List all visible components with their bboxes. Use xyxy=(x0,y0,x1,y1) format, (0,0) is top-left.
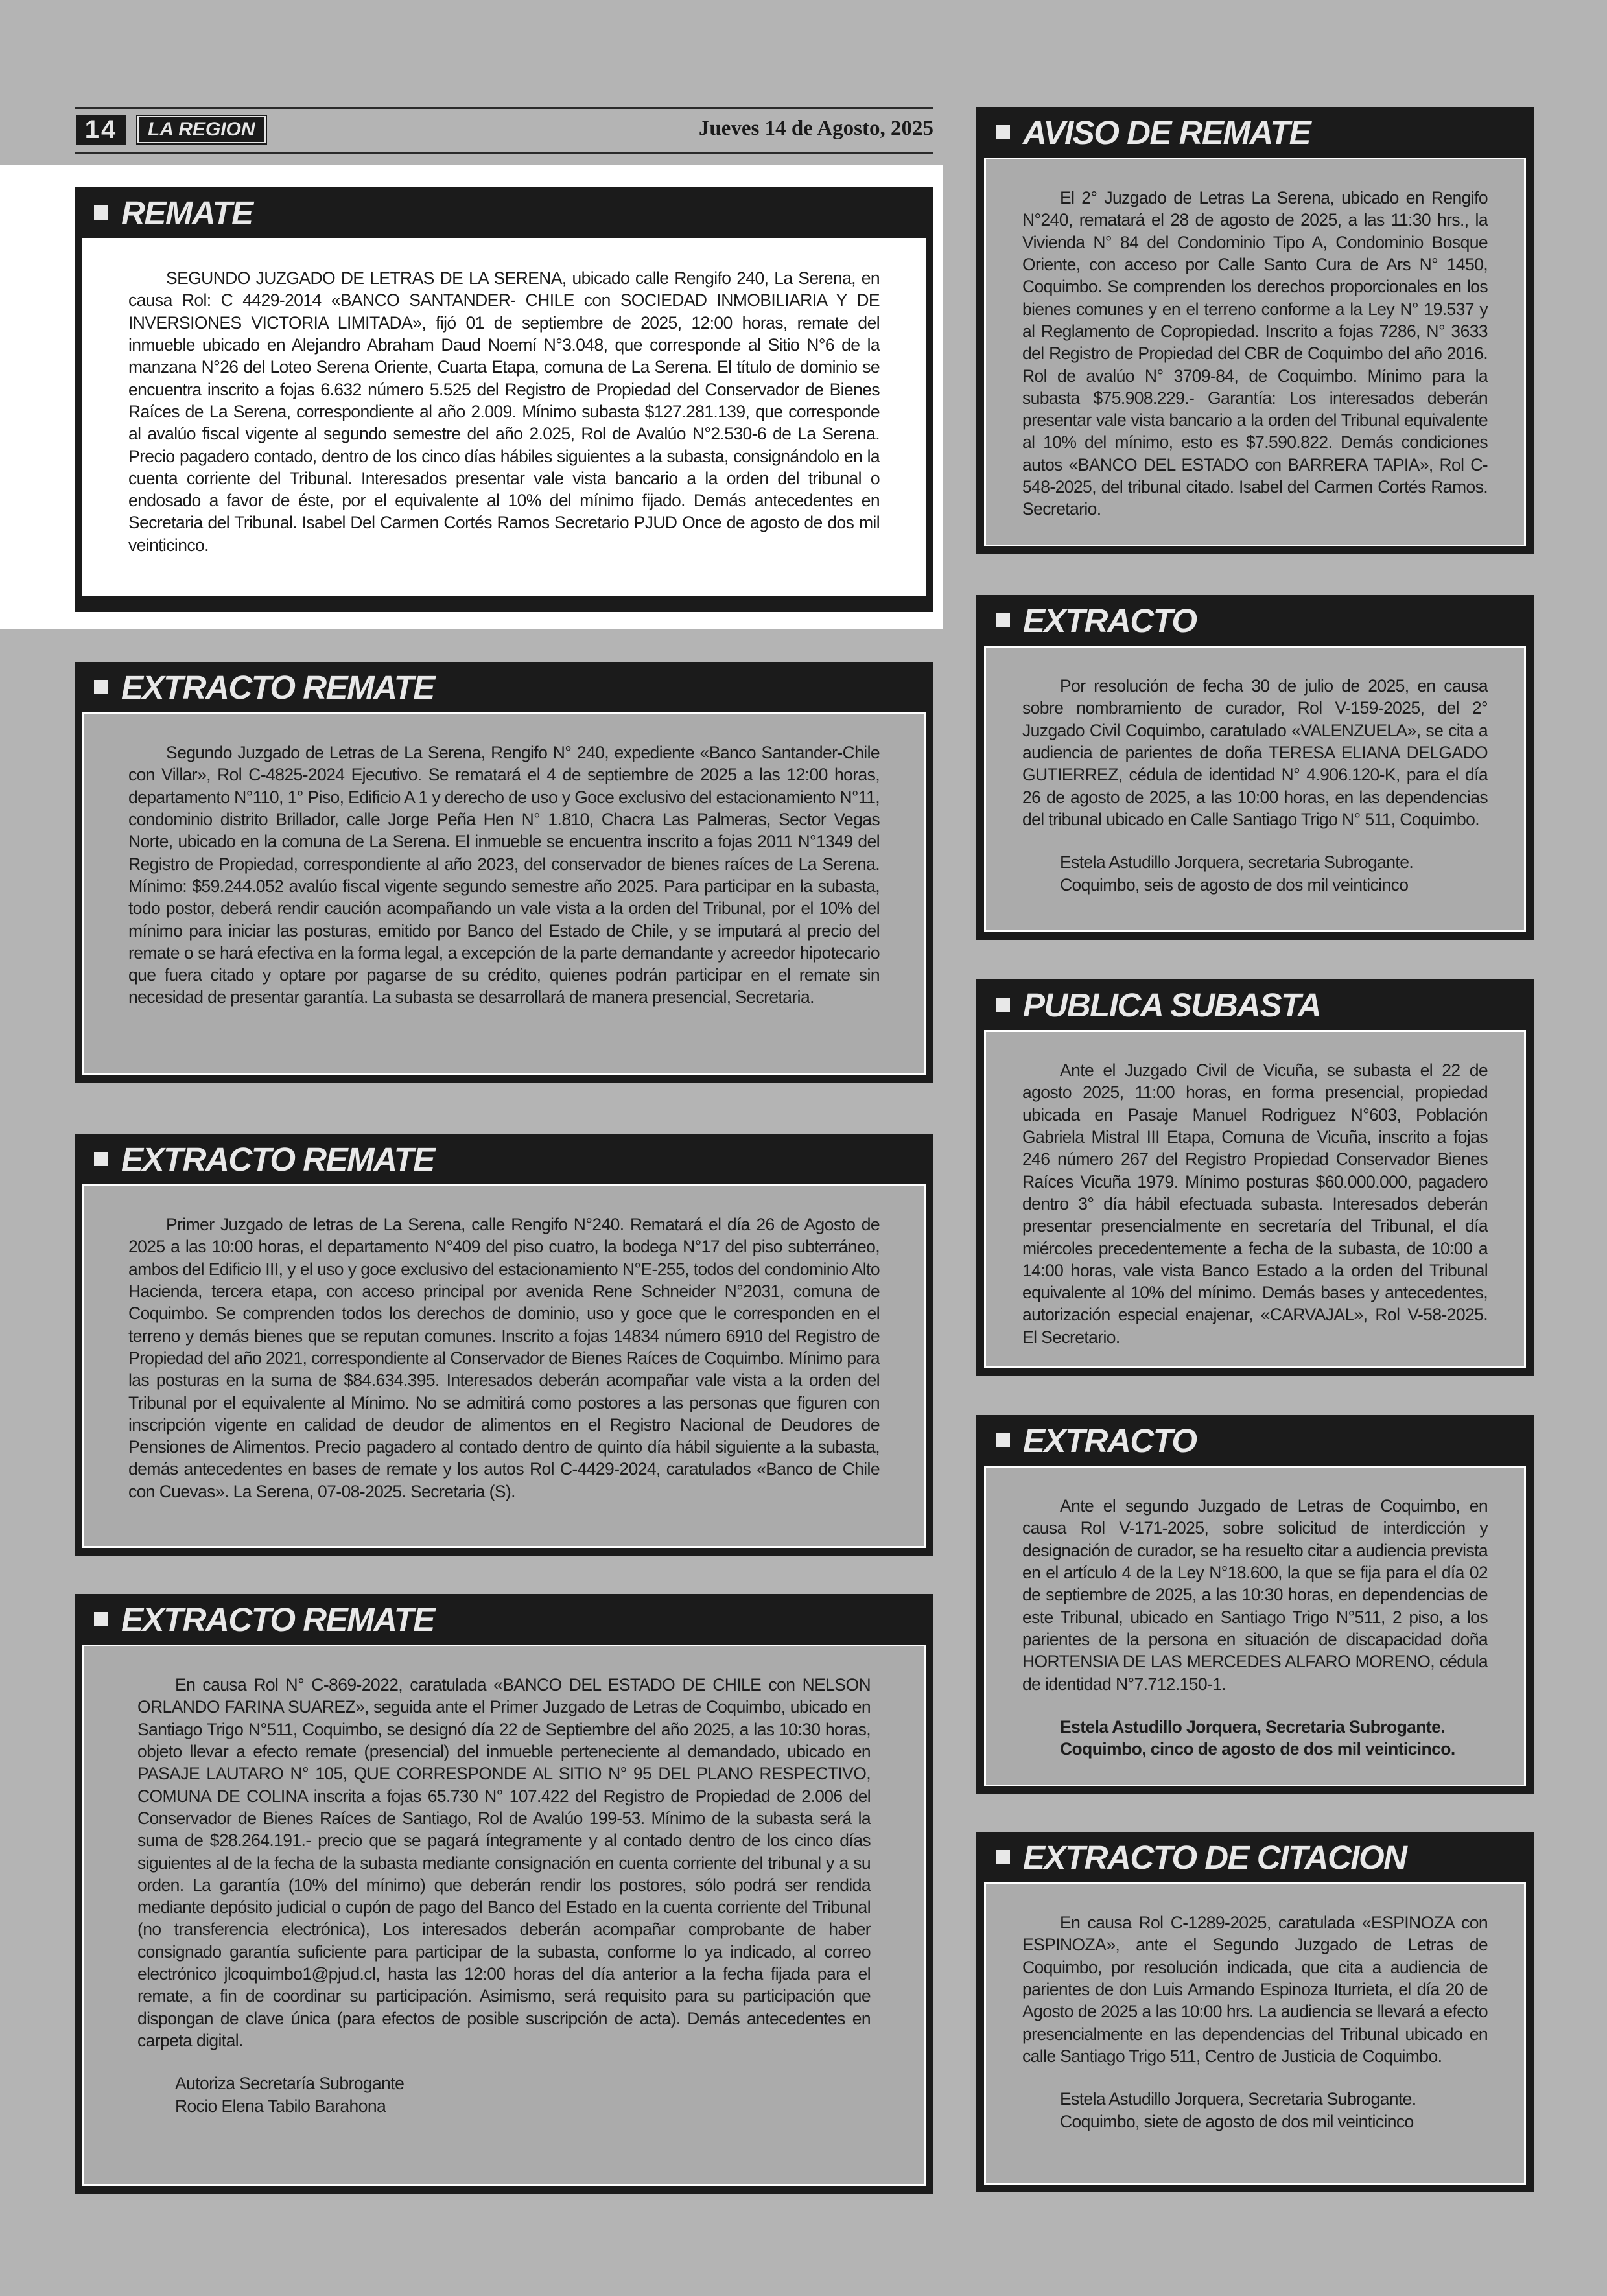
square-bullet-icon xyxy=(996,1433,1010,1447)
notice-text: En causa Rol N° C-869-2022, caratulada «BANCO DEL ESTADO DE CHILE con NELSON ORLANDO FARINA SUAREZ», seguida ante el Primer Juzgado de Letras de Coquimbo, ubicado en Santiago Trigo N°511, Coquimbo, se designó día 22 de Septiembre del año 2025, a las 10:30 horas, objeto llevar a efecto remate (presencial) del inmueble perteneciente al demandado, ubicado en PASAJE LAUTARO N° 105, QUE CORRESPONDE AL SITIO N° 95 DEL PLANO RESPECTIVO, COMUNA DE COLINA inscrita a fojas 65.730 N° 107.422 del Registro de Propiedad de 2.006 del Conservador de Bienes Raíces de Santiago, Rol de Avalúo 199-53. Mínimo de la subasta será la suma de $28.264.191.- precio que se pagará íntegramente y al contado dentro de los cinco días siguientes al de la fecha de la subasta mediante consignación en cuenta corriente del tribunal y a su orden. La garantía (10% del mínimo) que deberán rendir los postores, sólo podrá ser rendida mediante depósito judicial o cupón de pago del Banco del Estado en la cuenta corriente del Tribunal (no transferencia electrónica), Los interesados deberán acompañar comprobante de haber consignado garantía suficiente para participar de la subasta, conforme lo ya indicado, al correo electrónico jlcoquimbo1@pjud.cl, hasta las 12:00 horas del día anterior a la fecha fijada para el remate, a fin de coordinar su participación. Asimismo, será requisito para su participación que dispongan de clave única (para efectos de posible suscripción de acta). Demás antecedentes en carpeta digital. xyxy=(137,1675,871,2050)
notice-extracto-remate-1 xyxy=(75,662,933,1083)
notice-extracto-1 xyxy=(976,595,1534,940)
notice-text: El 2° Juzgado de Letras La Serena, ubicado en Rengifo N°240, rematará el 28 de agosto de 2025, a las 11:30 hrs., la Vivienda N° 84 del Condominio Tipo A, Condominio Bosque Oriente, con acceso por Calle Santo Cura de Ars N° 1450, Coquimbo. Se comprenden los derechos proporcionales en los bienes comunes y en el terreno conforme a la Ley N° 19.537 y al Reglamento de Copropiedad. Inscrito a fojas 7286, N° 3633 del Registro de Propiedad del CBR de Coquimbo del año 2016. Rol de avalúo N° 3709-84, de Coquimbo. Mínimo para la subasta $75.908.229.- Garantía: Los interesados deberán presentar vale vista bancario a la orden del Tribunal equivalente al 10% del mínimo, esto es $7.590.822. Demás condiciones autos «BANCO DEL ESTADO con BARRERA TAPIA», Rol C-548-2025, del tribunal citado. Isabel del Carmen Cortés Ramos. Secretario. xyxy=(1022,188,1488,519)
newspaper-logo: LA REGION xyxy=(137,116,266,143)
notice-text: Ante el Juzgado Civil de Vicuña, se subasta el 22 de agosto 2025, 11:00 horas, en forma presencial, propiedad ubicada en Pasaje Manuel Rodriguez N°603, Población Gabriela Mistral III Etapa, Comuna de Vicuña, inscrito a fojas 246 número 267 del Registro Propiedad Conservador Bienes Raíces Vicuña 1979. Mínimo posturas $60.000.000, pagadero dentro 3° día hábil efectuada subasta. Interesados deberán presentar presencialmente en secretaría del Tribunal, el día miércoles precedentemente a fecha de la subasta, de 10:00 a 14:00 horas, vale vista Banco Estado a la orden del Tribunal equivalente al 10% del mínimo. Demás bases y antecedentes, autorización especial enajenar, «CARVAJAL», Rol V-58-2025. El Secretario. xyxy=(1022,1060,1488,1347)
notice-title: EXTRACTO xyxy=(984,1415,1526,1466)
signature-date: Coquimbo, seis de agosto de dos mil veinticinco xyxy=(1060,874,1409,895)
signature-line: Estela Astudillo Jorquera, secretaria Subrogante. xyxy=(1060,852,1414,873)
page-header xyxy=(75,107,933,154)
notice-title: AVISO DE REMATE xyxy=(984,107,1526,158)
notice-title: REMATE xyxy=(82,187,926,238)
signature-line: Estela Astudillo Jorquera, Secretaria Subrogante. xyxy=(1060,1716,1446,1737)
square-bullet-icon xyxy=(996,998,1010,1012)
notice-body xyxy=(984,1030,1526,1368)
notice-remate xyxy=(75,187,933,612)
notice-extracto-remate-2 xyxy=(75,1134,933,1556)
notice-text: En causa Rol C-1289-2025, caratulada «ESPINOZA con ESPINOZA», ante el Segundo Juzgado de Letras de Coquimbo, por resolución indicada, que cita a audiencia de parientes de don Luis Armando Espinoza Iturrieta, el día 20 de Agosto de 2025 a las 10:00 hrs. La audiencia se llevará a efecto presencialmente en las dependencias del Tribunal ubicado en calle Santiago Trigo 511, Centro de Justicia de Coquimbo. xyxy=(1022,1913,1488,2066)
square-bullet-icon xyxy=(996,125,1010,139)
notice-body xyxy=(82,1184,926,1548)
notice-title: EXTRACTO xyxy=(984,595,1526,646)
notice-text: Ante el segundo Juzgado de Letras de Coquimbo, en causa Rol V-171-2025, sobre solicitud de interdicción y designación de curador, se ha resuelto citar a audiencia prevista en el artículo 4 de la Ley N°18.600, la que se fija para el día 02 de septiembre de 2025, a las 10:30 horas, en dependencias de este Tribunal, ubicado en Santiago Trigo N°511, 2 piso, a los parientes de la persona en situación de discapacidad doña HORTENSIA DE LAS MERCEDES ALFARO MORENO, cédula de identidad N°7.712.150-1. xyxy=(1022,1496,1488,1694)
notice-body xyxy=(82,238,926,596)
notice-text: Segundo Juzgado de Letras de La Serena, Rengifo N° 240, expediente «Banco Santander-Chile con Villar», Rol C-4825-2024 Ejecutivo. Se rematará el 4 de septiembre de 2025 a las 12:00 horas, departamento N°110, 1° Piso, Edificio A 1 y derecho de uso y Goce exclusivo del estacionamiento N°11, condominio distrito Brillador, calle Jorge Peña Hen N° 1.810, Chacra Las Palmeras, Sector Vegas Norte, ubicado en la comuna de La Serena. El inmueble se encuentra inscrito a fojas 2011 N°1349 del Registro de Propiedad, correspondiente al año 2023, del conservador de bienes raíces de La Serena. Mínimo: $59.244.052 avalúo fiscal vigente segundo semestre año 2025. Para participar en la subasta, todo postor, deberá rendir caución acompañando un vale vista a la orden del Tribunal, por el 10% del mínimo para iniciar las posturas, emitido por Banco del Estado de Chile, y se imputará al precio del remate o se hará efectiva en la forma legal, a excepción de la parte demandante y acreedor hipotecario que fuera citado y optare por pagarse de su crédito, quienes podrán participar en el remate sin necesidad de presentar garantía. La subasta se desarrollará de manera presencial, Secretaria. xyxy=(128,743,880,1007)
notice-extracto-remate-3 xyxy=(75,1594,933,2194)
notice-extracto-2 xyxy=(976,1415,1534,1794)
notice-title: EXTRACTO REMATE xyxy=(82,1134,926,1184)
notice-title: EXTRACTO DE CITACION xyxy=(984,1832,1526,1882)
signature-name: Rocio Elena Tabilo Barahona xyxy=(175,2096,386,2116)
notice-publica-subasta xyxy=(976,979,1534,1376)
square-bullet-icon xyxy=(996,1850,1010,1864)
notice-text: SEGUNDO JUZGADO DE LETRAS DE LA SERENA, ubicado calle Rengifo 240, La Serena, en causa Rol: C 4429-2014 «BANCO SANTANDER- CHILE con SOCIEDAD INMOBILIARIA Y DE INVERSIONES VICTORIA LIMITADA», fijó 01 de septiembre de 2025, 12:00 horas, remate del inmueble ubicado en Alejandro Abraham Daud Noemí N°3.048, que corresponde al Sitio N°6 de la manzana N°26 del Loteo Serena Oriente, Cuarta Etapa, comuna de La Serena. El título de dominio se encuentra inscrito a fojas 6.632 número 5.525 del Registro de Propiedad del Conservador de Bienes Raíces de La Serena, correspondiente al año 2.009. Mínimo subasta $127.281.139, que corresponde al avalúo fiscal vigente al segundo semestre del año 2.025, Rol de Avalúo N°2.530-6 de La Serena. Precio pagadero contado, dentro de los cinco días hábiles siguientes a la subasta, consignándolo en la cuenta corriente del Tribunal. Interesados presentar vale vista bancario a la orden del tribunal o endosado a favor de éste, por el equivalente al 10% del mínimo fijado. Demás antecedentes en Secretaria del Tribunal. Isabel Del Carmen Cortés Ramos Secretario PJUD Once de agosto de dos mil veinticinco. xyxy=(128,268,880,555)
signature-line: Autoriza Secretaría Subrogante xyxy=(175,2074,405,2094)
notice-body xyxy=(82,712,926,1075)
page-number: 14 xyxy=(76,115,126,145)
signature-date: Coquimbo, cinco de agosto de dos mil veinticinco. xyxy=(1060,1739,1455,1759)
notice-body xyxy=(984,1882,1526,2185)
notice-title: EXTRACTO REMATE xyxy=(82,1594,926,1645)
square-bullet-icon xyxy=(94,680,108,694)
notice-extracto-de-citacion xyxy=(976,1832,1534,2192)
square-bullet-icon xyxy=(94,1152,108,1166)
notice-title: EXTRACTO REMATE xyxy=(82,662,926,712)
signature-line: Estela Astudillo Jorquera, Secretaria Subrogante. xyxy=(1060,2089,1416,2109)
square-bullet-icon xyxy=(94,1612,108,1626)
square-bullet-icon xyxy=(94,205,108,220)
notice-title: PUBLICA SUBASTA xyxy=(984,979,1526,1030)
square-bullet-icon xyxy=(996,613,1010,627)
signature-date: Coquimbo, siete de agosto de dos mil veinticinco xyxy=(1060,2111,1414,2131)
notice-body xyxy=(984,158,1526,546)
notice-text: Primer Juzgado de letras de La Serena, calle Rengifo N°240. Rematará el día 26 de Agosto de 2025 a las 10:00 horas, el departamento N°409 del piso cuatro, la bodega N°17 del piso subterráneo, ambos del Edificio III, y el uso y goce exclusivo del estacionamiento N°E-255, todos del condominio Alto Hacienda, tercera etapa, con acceso principal por avenida Rene Schneider N°2031, comuna de Coquimbo. Se comprenden todos los derechos de dominio, uso y goce que le corresponden en el terreno y demás bienes que se reputan comunes. Inscrito a fojas 14834 número 6910 del Registro de Propiedad del año 2021, correspondiente al Conservador de Bienes Raíces de Coquimbo. Mínimo para las posturas en la suma de $84.634.395. Interesados deberán acompañar vale vista a la orden del Tribunal por el equivalente al Mínimo. No se admitirá como postores a las personas que figuren con inscripción vigente en calidad de deudor de alimentos en el Registro Nacional de Deudores de Pensiones de Alimentos. Precio pagadero al contado dentro de quinto día hábil siguiente a la subasta, demás antecedentes en bases de remate y los autos Rol C-4429-2024, caratulados «Banco de Chile con Cuevas». La Serena, 07-08-2025. Secretaria (S). xyxy=(128,1215,880,1501)
page-date: Jueves 14 de Agosto, 2025 xyxy=(698,117,933,140)
notice-body xyxy=(82,1645,926,2186)
notice-aviso-de-remate xyxy=(976,107,1534,554)
notice-body xyxy=(984,646,1526,932)
notice-text: Por resolución de fecha 30 de julio de 2025, en causa sobre nombramiento de curador, Rol V-159-2025, del 2° Juzgado Civil Coquimbo, caratulado «VALENZUELA», se cita a audiencia de parientes de doña TERESA ELIANA DELGADO GUTIERREZ, cédula de identidad N° 4.906.120-K, para el día 26 de agosto de 2025, a las 10:00 horas, en las dependencias del tribunal ubicado en Calle Santiago Trigo N° 511, Coquimbo. xyxy=(1022,676,1488,829)
notice-body xyxy=(984,1466,1526,1786)
